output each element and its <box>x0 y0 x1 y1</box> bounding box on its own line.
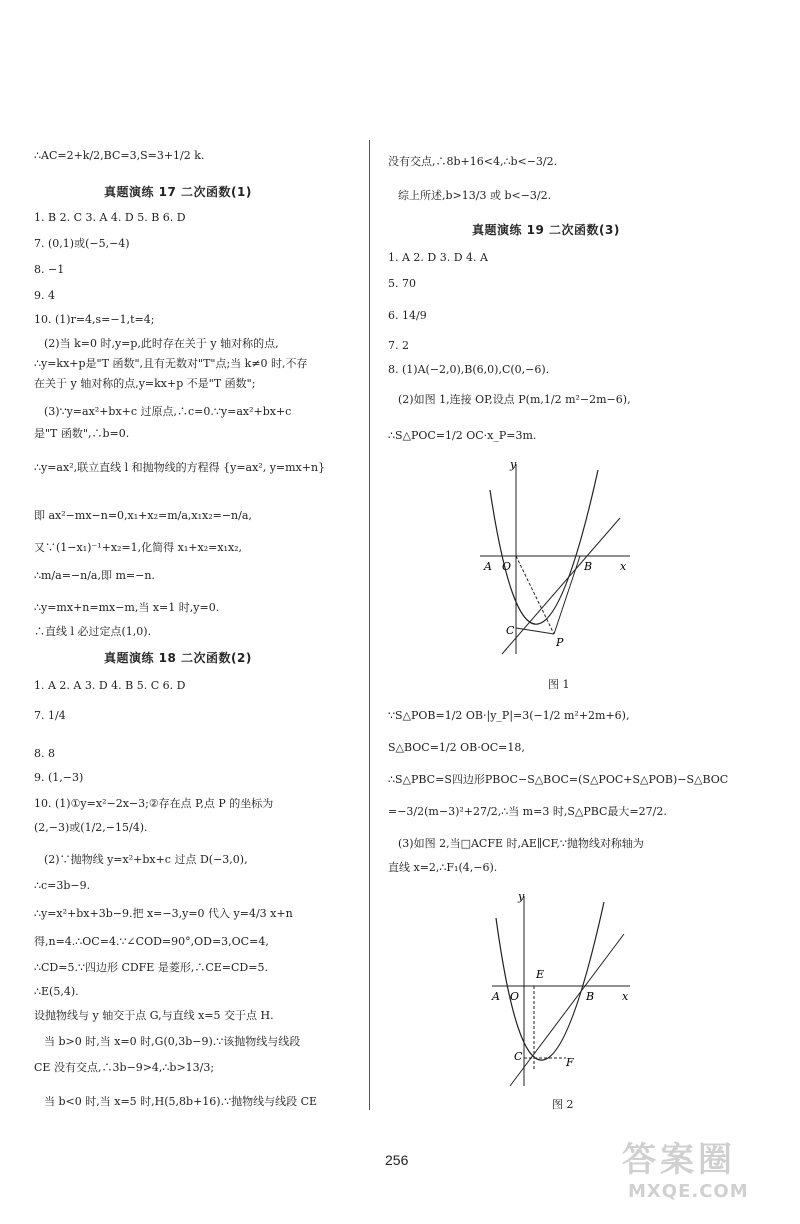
text-line: (2)当 k=0 时,y=p,此时存在关于 y 轴对称的点, <box>44 337 279 350</box>
text-line: 6. 14/9 <box>388 309 427 322</box>
text-line: ∴y=ax²,联立直线 l 和抛物线的方程得 {y=ax², y=mx+n} <box>34 461 326 474</box>
text-line: 7. 1/4 <box>34 709 66 722</box>
text-line: 8. 8 <box>34 747 55 760</box>
parabola <box>496 902 604 1060</box>
text-line: ∴E(5,4). <box>34 985 79 998</box>
segment-op <box>516 556 554 634</box>
text-line: (2,−3)或(1/2,−15/4). <box>34 821 148 834</box>
text-line: 7. 2 <box>388 339 409 352</box>
text-line: 9. (1,−3) <box>34 771 84 784</box>
text-line: (3)∵y=ax²+bx+c 过原点,∴c=0.∵y=ax²+bx+c <box>44 405 292 418</box>
text-line: 又∵(1−x₁)⁻¹+x₂=1,化简得 x₁+x₂=x₁x₂, <box>34 541 243 554</box>
text-line: ∴y=mx+n=mx−m,当 x=1 时,y=0. <box>34 601 220 614</box>
column-divider <box>369 140 370 1110</box>
label-x: x <box>622 990 629 1003</box>
label-b: B <box>584 560 593 573</box>
text-line: 得,n=4.∴OC=4.∵∠COD=90°,OD=3,OC=4, <box>34 935 269 948</box>
text-line: ∴y=x²+bx+3b−9.把 x=−3,y=0 代入 y=4/3 x+n <box>34 907 293 920</box>
text-line: ∴AC=2+k/2,BC=3,S=3+1/2 k. <box>34 149 205 162</box>
text-line: ∴m/a=−n/a,即 m=−n. <box>34 569 155 582</box>
label-x: x <box>620 560 627 573</box>
watermark <box>622 1132 782 1212</box>
label-c: C <box>506 624 515 637</box>
text-line: 在关于 y 轴对称的点,y=kx+p 不是"T 函数"; <box>34 377 256 390</box>
text-line: 1. B 2. C 3. A 4. D 5. B 6. D <box>34 211 186 224</box>
label-a: A <box>492 990 500 1003</box>
text-line: =−3/2(m−3)²+27/2,∴当 m=3 时,S△PBC最大=27/2. <box>388 805 667 818</box>
segment-bp <box>554 556 580 634</box>
text-line: ∵S△POB=1/2 OB·|y_P|=3(−1/2 m²+2m+6), <box>388 709 630 722</box>
label-y: y <box>510 458 517 471</box>
text-line: ∴直线 l 必过定点(1,0). <box>34 625 152 638</box>
text-line: 9. 4 <box>34 289 55 302</box>
figure-2-graph <box>486 890 636 1090</box>
label-o: O <box>510 990 520 1003</box>
label-o: O <box>502 560 512 573</box>
text-line: 当 b>0 时,当 x=0 时,G(0,3b−9).∵该抛物线与线段 <box>44 1035 301 1048</box>
text-line: ∴S△POC=1/2 OC·x_P=3m. <box>388 429 537 442</box>
text-line: 是"T 函数",∴b=0. <box>34 427 130 440</box>
text-line: 7. (0,1)或(−5,−4) <box>34 237 130 250</box>
figure-1-graph <box>470 458 640 658</box>
text-line: 10. (1)①y=x²−2x−3;②存在点 P,点 P 的坐标为 <box>34 797 274 810</box>
text-line: ∴c=3b−9. <box>34 879 91 892</box>
text-line: (3)如图 2,当□ACFE 时,AE∥CF,∵抛物线对称轴为 <box>398 837 644 850</box>
text-line: 当 b<0 时,当 x=5 时,H(5,8b+16).∵抛物线与线段 CE <box>44 1095 318 1108</box>
text-line: 8. (1)A(−2,0),B(6,0),C(0,−6). <box>388 363 550 376</box>
text-line: 10. (1)r=4,s=−1,t=4; <box>34 313 155 326</box>
parabola <box>490 470 598 624</box>
text-line: S△BOC=1/2 OB·OC=18, <box>388 741 525 754</box>
text-line: ∴CD=5.∵四边形 CDFE 是菱形,∴CE=CD=5. <box>34 961 268 974</box>
text-line: (2)如图 1,连接 OP,设点 P(m,1/2 m²−2m−6), <box>398 393 631 406</box>
label-a: A <box>484 560 492 573</box>
section-heading-17: 真题演练 17 二次函数(1) <box>104 185 252 199</box>
label-c: C <box>514 1050 523 1063</box>
watermark-url: MXQE.COM <box>628 1181 749 1202</box>
text-line: 1. A 2. D 3. D 4. A <box>388 251 488 264</box>
text-line: CE 没有交点,∴3b−9>4,∴b>13/3; <box>34 1061 215 1074</box>
page-number: 256 <box>385 1152 409 1168</box>
text-line: 没有交点,∴8b+16<4,∴b<−3/2. <box>388 155 558 168</box>
label-b: B <box>586 990 595 1003</box>
text-line: 设抛物线与 y 轴交于点 G,与直线 x=5 交于点 H. <box>34 1009 274 1022</box>
label-f: F <box>566 1056 574 1069</box>
label-e: E <box>536 968 545 981</box>
figure-2-caption: 图 2 <box>552 1098 574 1111</box>
text-line: 直线 x=2,∴F₁(4,−6). <box>388 861 498 874</box>
text-line: 8. −1 <box>34 263 65 276</box>
figure-1-caption: 图 1 <box>548 678 570 691</box>
text-line: 1. A 2. A 3. D 4. B 5. C 6. D <box>34 679 186 692</box>
text-line: (2)∵抛物线 y=x²+bx+c 过点 D(−3,0), <box>44 853 248 866</box>
label-y: y <box>518 890 525 903</box>
text-line: ∴y=kx+p是"T 函数",且有无数对"T"点;当 k≠0 时,不存 <box>34 357 308 370</box>
label-p: P <box>556 636 564 649</box>
section-heading-19: 真题演练 19 二次函数(3) <box>472 223 620 237</box>
text-line: 即 ax²−mx−n=0,x₁+x₂=m/a,x₁x₂=−n/a, <box>34 509 252 522</box>
watermark-logo-text: 答案圈 <box>622 1140 736 1180</box>
text-line: 综上所述,b>13/3 或 b<−3/2. <box>398 189 552 202</box>
text-line: ∴S△PBC=S四边形PBOC−S△BOC=(S△POC+S△POB)−S△BOC <box>388 773 729 786</box>
section-heading-18: 真题演练 18 二次函数(2) <box>104 651 252 665</box>
line-bc <box>502 518 620 654</box>
text-line: 5. 70 <box>388 277 416 290</box>
